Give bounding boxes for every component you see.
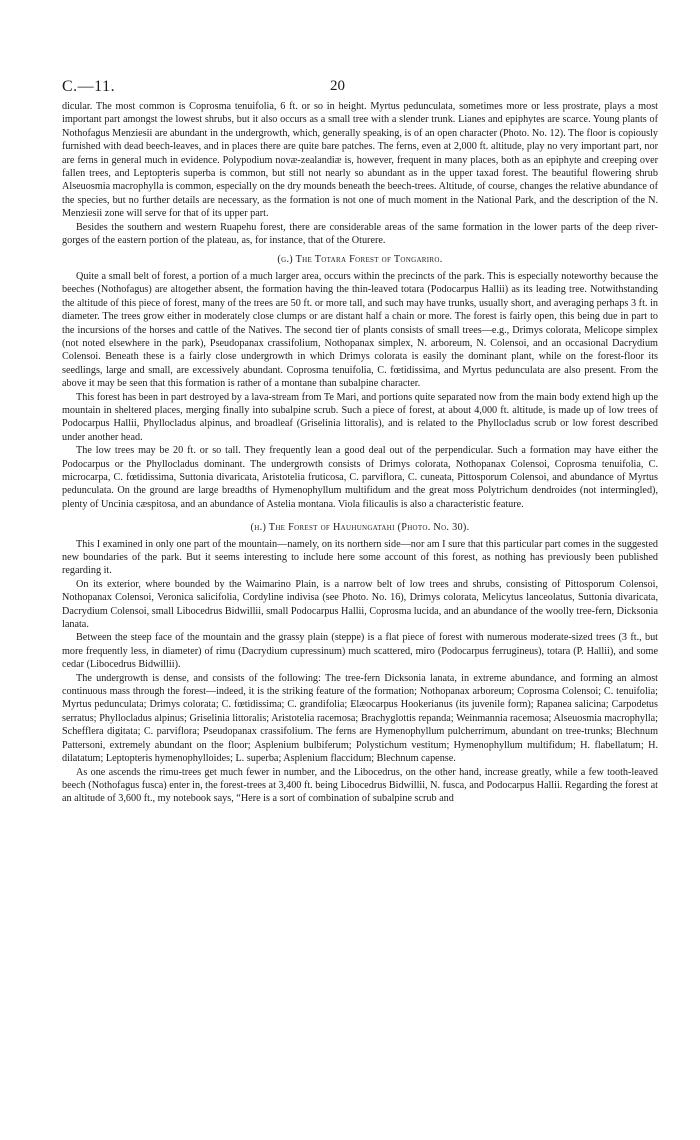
paragraph: As one ascends the rimu-trees get much fewer in number, and the Libocedrus, on the other hand, increase greatly, while a few tooth-leaved beech (Nothofagus fusca) enter in, the forest-trees at 3,400 ft. being Libocedrus Bidwillii, N. fusca, and Podocarpus Hallii. Regarding the forest at an altitude of 3,600 ft., my notebook says, “Here is a sort of combination of subalpine scrub and xyxy=(62,766,658,805)
paragraph: On its exterior, where bounded by the Waimarino Plain, is a narrow belt of low trees and shrubs, consisting of Pittosporum Colensoi, Nothopanax Colensoi, Veronica salicifolia, Cordyline indivisa (see Photo. No. 16), Drimys colorata, Melicytus lanceolatus, Suttonia divaricata, Dacrydium Colensoi, small Libocedrus Bidwillii, small Podocarpus Hallii, Coprosma lucida, and an abundance of the woolly tree-fern, Dicksonia lanata. xyxy=(62,578,658,631)
paragraph: Between the steep face of the mountain and the grassy plain (steppe) is a flat piece of forest with numerous moderate-sized trees (3 ft., but more frequently less, in diameter) of rimu (Dacrydium cupressinum) much scattered, miro (Podocarpus ferrugineus), totara (P. Hallii), and some cedar (Libocedrus Bidwillii). xyxy=(62,632,658,671)
paragraph: Quite a small belt of forest, a portion of a much larger area, occurs within the precincts of the park. This is especially noteworthy because the beeches (Nothofagus) are altogether absent, the formation having the thin-leaved totara (Podocarpus Hallii) as its leading tree. Notwithstanding the altitude of this piece of forest, many of the trees are 50 ft. or more tall, and such may have trunks, usually short, and averaging perhaps 3 ft. in diameter. The trees grow either in moderately close clumps or are distant half a chain or more. The forest is fairly open, this being due in part to the incursions of the horses and cattle of the Natives. The second tier of plants consists of small trees—e.g., Drimys colorata, Melicope simplex (not noted elsewhere in the park), Pseudopanax crassifolium, Nothopanax simplex, N. arboreum, N. Colensoi, and an occasional Dacrydium Colensoi. Beneath these is a fairly close undergrowth in which Drimys colorata is easily the dominant plant, while on the forest-floor its seedlings, large and small, are excessively abundant. Coprosma tenuifolia, C. fœtidissima, and Myrtus pedunculata are also present. From the above it may be seen that this formation is rather of a montane than subalpine character. xyxy=(62,270,658,390)
document-reference: C.—11. xyxy=(62,78,116,95)
paragraph: This forest has been in part destroyed by a lava-stream from Te Mari, and portions quite separated now from the main body extend high up the mountain in sheltered places, merging finally into subalpine scrub. Such a piece of forest, at about 4,000 ft. altitude, is made up of low trees of Podocarpus Hallii, Phyllocladus alpinus, and broadleaf (Griselinia littoralis), and is related to the Phyllocladus scrub or low forest described under another head. xyxy=(62,391,658,443)
paragraph: This I examined in only one part of the mountain—namely, on its northern side—nor am I sure that this particular part comes in the suggested new boundaries of the park. But it seems interesting to include here some account of this forest, as nothing has previously been published regarding it. xyxy=(62,538,658,577)
paragraph: The low trees may be 20 ft. or so tall. They frequently lean a good deal out of the perpendicular. Such a formation may have either the Podocarpus or the Phyllocladus dominant. The undergrowth consists of Drimys colorata, Nothopanax Colensoi, Coprosma tenuifolia, C. microcarpa, C. fœtidissima, Suttonia divaricata, Aristotelia fruticosa, C. parviflora, C. cuneata, Pittosporum Colensoi, and abundance of Myrtus pedunculata. On the ground are large breadths of Hymenophyllum multifidum and the great moss Polytrichum dendroides (not intermingled), plenty of Uncinia cæspitosa, and an abundance of Astelia montana. Viola filicaulis is also a characteristic feature. xyxy=(62,445,658,510)
section-heading-hauhungatahi-forest: (h.) The Forest of Hauhungatahi (Photo. No. 30). xyxy=(250,522,470,534)
paragraph-continued: dicular. The most common is Coprosma tenuifolia, 6 ft. or so in height. Myrtus pedunculata, sometimes more or less prostrate, plays a most important part amongst the lowest shrubs, but it also occurs as a small tree with a slender trunk. Lianes and epiphytes are scarce. Young plants of Nothofagus Menziesii are abundant in the undergrowth, which, generally speaking, is of an open character (Photo. No. 12). The floor is copiously furnished with dead beech-leaves, and in places there are quite bare patches. The ferns, even at 2,000 ft. altitude, play no very important part, nor are ferns in general much in evidence. Polypodium novæ-zealandiæ is, however, frequent in many places, both as an epiphyte and creeping over fallen trees, and Leptopteris superba is common, but still not nearly so abundant as in the upper taxad forest. The beautiful flowering shrub Alseuosmia macrophylla is common, especially on the dry mounds beneath the beech-trees. Altitude, of course, changes the relative abundance of the species, but no further details are necessary, as the formation is not one of much moment in the National Park, and the description of the N. Menziesii zone will serve for that of its upper part. xyxy=(62,101,658,220)
document-body xyxy=(62,100,658,806)
section-heading-totara-forest: (g.) The Totara Forest of Tongariro. xyxy=(277,254,443,266)
paragraph: Besides the southern and western Ruapehu forest, there are considerable areas of the same formation in the lower parts of the deep river-gorges of the eastern portion of the plateau, as, for instance, that of the Oturere. xyxy=(62,221,658,247)
page-header xyxy=(62,0,658,100)
paragraph: The undergrowth is dense, and consists of the following: The tree-fern Dicksonia lanata, in extreme abundance, and forming an almost continuous mass through the forest—indeed, it is the striking feature of the formation; Nothopanax arboreum; Coprosma Colensoi; C. tenuifolia; Myrtus pedunculata; Drimys colorata; C. fœtidissima; C. grandifolia; Elæocarpus Hookerianus (its juvenile form); Rapanea salicina; Carpodetus serratus; Phyllocladus alpinus; Griselinia littoralis; Aristotelia racemosa; Brachyglottis repanda; Weinmannia racemosa; Alseuosmia macrophylla; Schefflera digitata; C. parviflora; Pseudopanax crassifolium. The ferns are Hymenophyllum pulcherrimum, abundant on tree-trunks; Blechnum Pattersoni, extremely abundant on the floor; Asplenium bulbiferum; Polystichum vestitum; Hymenophyllum multifidum; H. flabellatum; H. dilatatum; Leptopteris hymenophylloides; L. superba; Asplenium flaccidum; Blechnum capense. xyxy=(62,672,658,765)
page-number: 20 xyxy=(330,78,345,94)
